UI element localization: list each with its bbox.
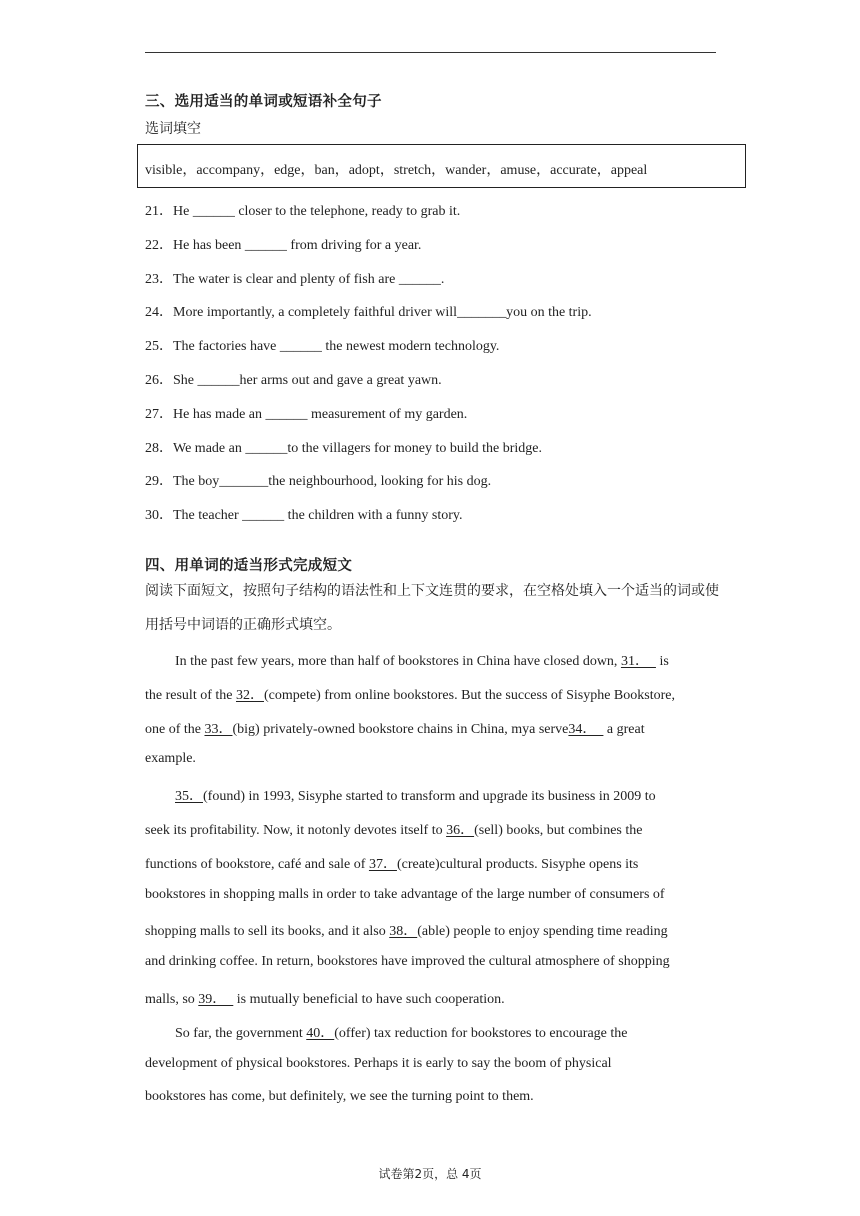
passage-line: [145, 853, 638, 873]
passage-text: a great: [603, 721, 645, 737]
question-text: The water is clear and plenty of fish are ______.: [173, 271, 445, 287]
blank-number[interactable]: 40．: [306, 1025, 335, 1041]
question-text: She ______her arms out and gave a great yawn.: [173, 373, 442, 388]
question-26: [145, 369, 442, 389]
question-text: The factories have ______ the newest modern technology.: [173, 339, 500, 355]
passage-line: [175, 785, 656, 805]
passage-text: (big) privately-owned bookstore chains in China, mya serve: [232, 721, 569, 737]
question-number: 24．: [145, 305, 173, 321]
blank-number[interactable]: 37．: [368, 856, 397, 872]
passage-text: and drinking coffee. In return, bookstores have improved the cultural atmosphere of shopping: [145, 954, 670, 970]
question-number: 26．: [145, 373, 173, 388]
passage-text: is mutually beneficial to have such cooperation.: [233, 992, 505, 1007]
question-number: 23．: [145, 271, 173, 287]
section-4-heading: 四、用单词的适当形式完成短文: [145, 558, 353, 574]
passage-text: (found) in 1993, Sisyphe started to transform and upgrade its business in 2009 to: [203, 789, 656, 805]
question-text: The boy_______the neighbourhood, looking for his dog.: [173, 474, 492, 490]
passage-text: So far, the government: [175, 1025, 307, 1041]
section-3-heading: 三、选用适当的单词或短语补全句子: [145, 94, 382, 110]
page-footer: 试卷第2页，总 4页: [378, 1167, 482, 1181]
passage-line: [145, 954, 670, 970]
blank-number[interactable]: 35．: [175, 789, 203, 805]
passage-text: (able) people to enjoy spending time reading: [417, 924, 668, 940]
blank-number[interactable]: 31．: [620, 654, 656, 669]
word-bank-box: [137, 144, 746, 188]
question-text: The teacher ______ the children with a funny story.: [173, 508, 463, 524]
question-number: 21．: [145, 204, 173, 219]
passage-text: (offer) tax reduction for bookstores to encourage the: [334, 1025, 628, 1041]
blank-number[interactable]: 38．: [389, 924, 418, 940]
question-28: [145, 437, 542, 457]
passage-line: [145, 988, 505, 1008]
passage-line: [145, 684, 675, 704]
passage-text: development of physical bookstores. Perhaps it is early to say the boom of physical: [145, 1055, 612, 1071]
blank-number[interactable]: 36．: [446, 823, 475, 838]
question-number: 27．: [145, 406, 173, 422]
question-number: 28．: [145, 440, 173, 456]
question-27: [145, 403, 467, 423]
passage-text: example.: [145, 751, 196, 767]
passage-text: (create)cultural products. Sisyphe opens its: [396, 856, 639, 872]
passage-text: bookstores in shopping malls in order to take advantage of the large number of consumers of: [145, 886, 665, 902]
passage-text: one of the: [145, 721, 205, 737]
header-rule: [145, 52, 716, 53]
section-3-subheading: 选词填空: [145, 121, 201, 137]
passage-line: [145, 1089, 534, 1105]
word-bank-text: visible，accompany，edge，ban，adopt，stretch，wander，amuse，accurate，appeal: [145, 163, 648, 178]
passage-text: malls, so: [145, 992, 199, 1007]
question-text: More importantly, a completely faithful driver will_______you on the trip.: [173, 305, 592, 321]
question-22: [145, 234, 421, 254]
question-text: He has been ______ from driving for a year.: [173, 237, 422, 253]
question-number: 30．: [145, 508, 173, 524]
question-29: [145, 470, 491, 490]
blank-number[interactable]: 32．: [235, 687, 264, 703]
question-text: He ______ closer to the telephone, ready to grab it.: [173, 204, 461, 219]
question-number: 25．: [145, 339, 173, 355]
blank-number[interactable]: 39．: [198, 992, 234, 1007]
passage-text: (sell) books, but combines the: [474, 823, 643, 838]
question-text: We made an ______to the villagers for money to build the bridge.: [173, 440, 543, 456]
passage-text: is: [655, 654, 669, 669]
passage-text: the result of the: [145, 687, 236, 703]
passage-text: bookstores has come, but definitely, we see the turning point to them.: [145, 1089, 534, 1105]
passage-text: shopping malls to sell its books, and it also: [145, 924, 390, 940]
question-24: [145, 301, 592, 321]
question-21: [145, 200, 460, 220]
passage-line: [145, 819, 642, 839]
passage-text: seek its profitability. Now, it notonly devotes itself to: [145, 823, 447, 838]
section-4-instructions: 阅读下面短文，按照句子结构的语法性和上下文连贯的要求，在空格处填入一个适当的词或使用括号中词语的正确形式填空。: [145, 583, 719, 633]
question-number: 29．: [145, 474, 173, 490]
passage-line: [145, 751, 196, 767]
question-23: [145, 268, 444, 288]
question-30: [145, 504, 463, 524]
passage-line: [175, 1022, 628, 1042]
passage-text: In the past few years, more than half of bookstores in China have closed down,: [175, 654, 621, 669]
passage-line: [145, 887, 665, 903]
blank-number[interactable]: 33．: [204, 721, 233, 737]
question-number: 22．: [145, 237, 173, 253]
passage-text: (compete) from online bookstores. But the success of Sisyphe Bookstore,: [263, 687, 675, 703]
passage-line: [145, 920, 668, 940]
passage-line: [145, 718, 645, 738]
passage-text: functions of bookstore, café and sale of: [145, 856, 369, 872]
passage-line: [145, 1056, 612, 1072]
question-text: He has made an ______ measurement of my garden.: [173, 406, 468, 422]
passage-line: [175, 650, 669, 670]
question-25: [145, 335, 499, 355]
blank-number[interactable]: 34．: [568, 721, 604, 737]
